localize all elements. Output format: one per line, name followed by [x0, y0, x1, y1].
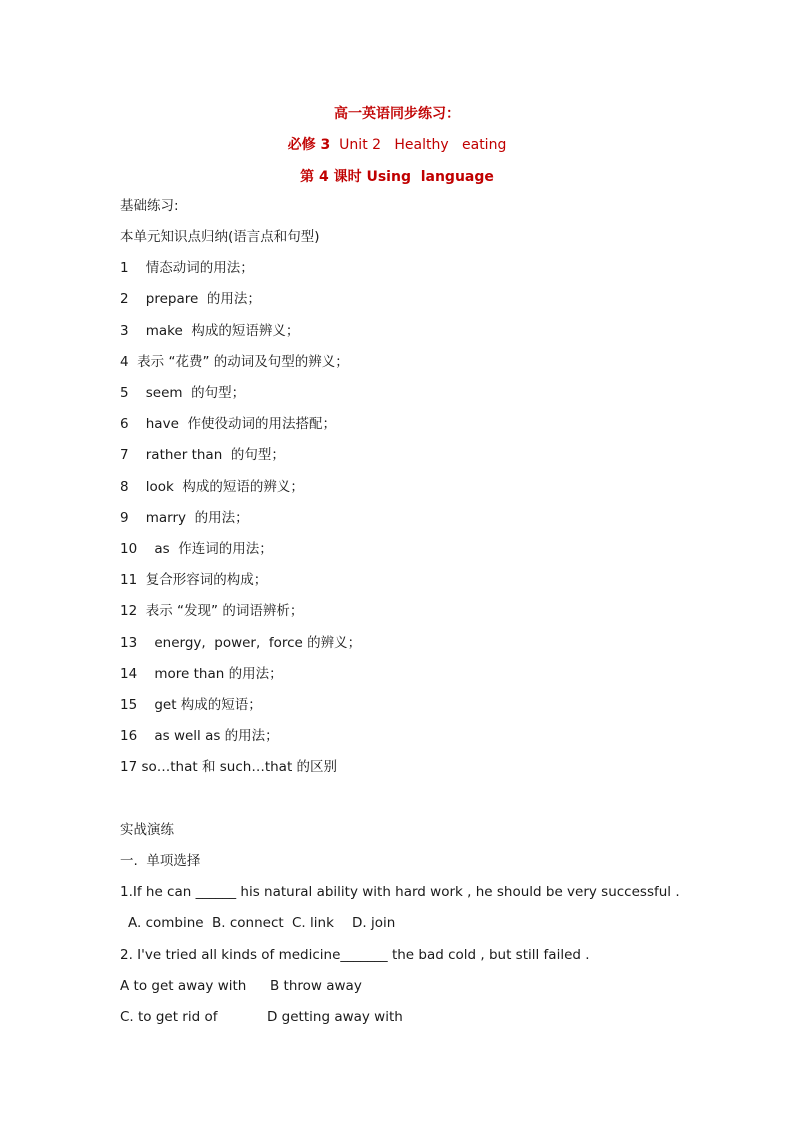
knowledge-point: 6 have 作使役动词的用法搭配； [120, 416, 336, 432]
knowledge-point: 8 look 构成的短语的辨义； [120, 479, 304, 495]
question-option: C. to get rid of [120, 1009, 218, 1025]
knowledge-point: 2 prepare 的用法； [120, 291, 261, 307]
question-stem: 2. I've tried all kinds of medicine_______ the bad cold , but still failed . [120, 947, 590, 963]
knowledge-point: 10 as 作连词的用法； [120, 541, 273, 557]
question-option: A to get away with [120, 978, 247, 994]
question-option: A. combine [128, 915, 204, 931]
knowledge-point: 14 more than 的用法； [120, 666, 283, 682]
knowledge-point: 16 as well as 的用法； [120, 728, 279, 744]
subtitle-unit: Unit 2 Healthy eating [330, 137, 507, 153]
question-stem: 1.If he can ______ his natural ability with hard work , he should be very successful . [120, 884, 680, 900]
document-title: 高一英语同步练习： [334, 106, 460, 122]
section-practice-heading: 实战演练 [120, 822, 174, 838]
knowledge-point: 12 表示 “发现” 的词语辨析； [120, 603, 304, 619]
question-option: D getting away with [267, 1009, 403, 1025]
section-basic-heading: 基础练习: [120, 198, 179, 214]
section-choice-heading: 一. 单项选择 [120, 853, 201, 869]
knowledge-point: 9 marry 的用法； [120, 510, 249, 526]
question-option: B. connect [212, 915, 284, 931]
knowledge-point: 4 表示 “花费” 的动词及句型的辨义； [120, 354, 349, 370]
knowledge-point: 15 get 构成的短语； [120, 697, 262, 713]
knowledge-point: 1 情态动词的用法； [120, 260, 254, 276]
knowledge-point: 5 seem 的句型； [120, 385, 246, 401]
question-option: B throw away [270, 978, 362, 994]
lesson-title: 第 4 课时 Using language [300, 169, 494, 185]
knowledge-point: 17 so…that 和 such…that 的区别 [120, 759, 338, 775]
knowledge-point: 13 energy, power, force 的辨义； [120, 635, 362, 651]
knowledge-point: 3 make 构成的短语辨义； [120, 323, 300, 339]
document-subtitle [0, 134, 794, 154]
knowledge-point: 7 rather than 的句型； [120, 447, 285, 463]
knowledge-point: 11 复合形容词的构成； [120, 572, 268, 588]
question-option: D. join [352, 915, 396, 931]
subtitle-module: 必修 3 [287, 137, 331, 153]
question-option: C. link [292, 915, 334, 931]
summary-heading: 本单元知识点归纳(语言点和句型) [120, 229, 320, 245]
